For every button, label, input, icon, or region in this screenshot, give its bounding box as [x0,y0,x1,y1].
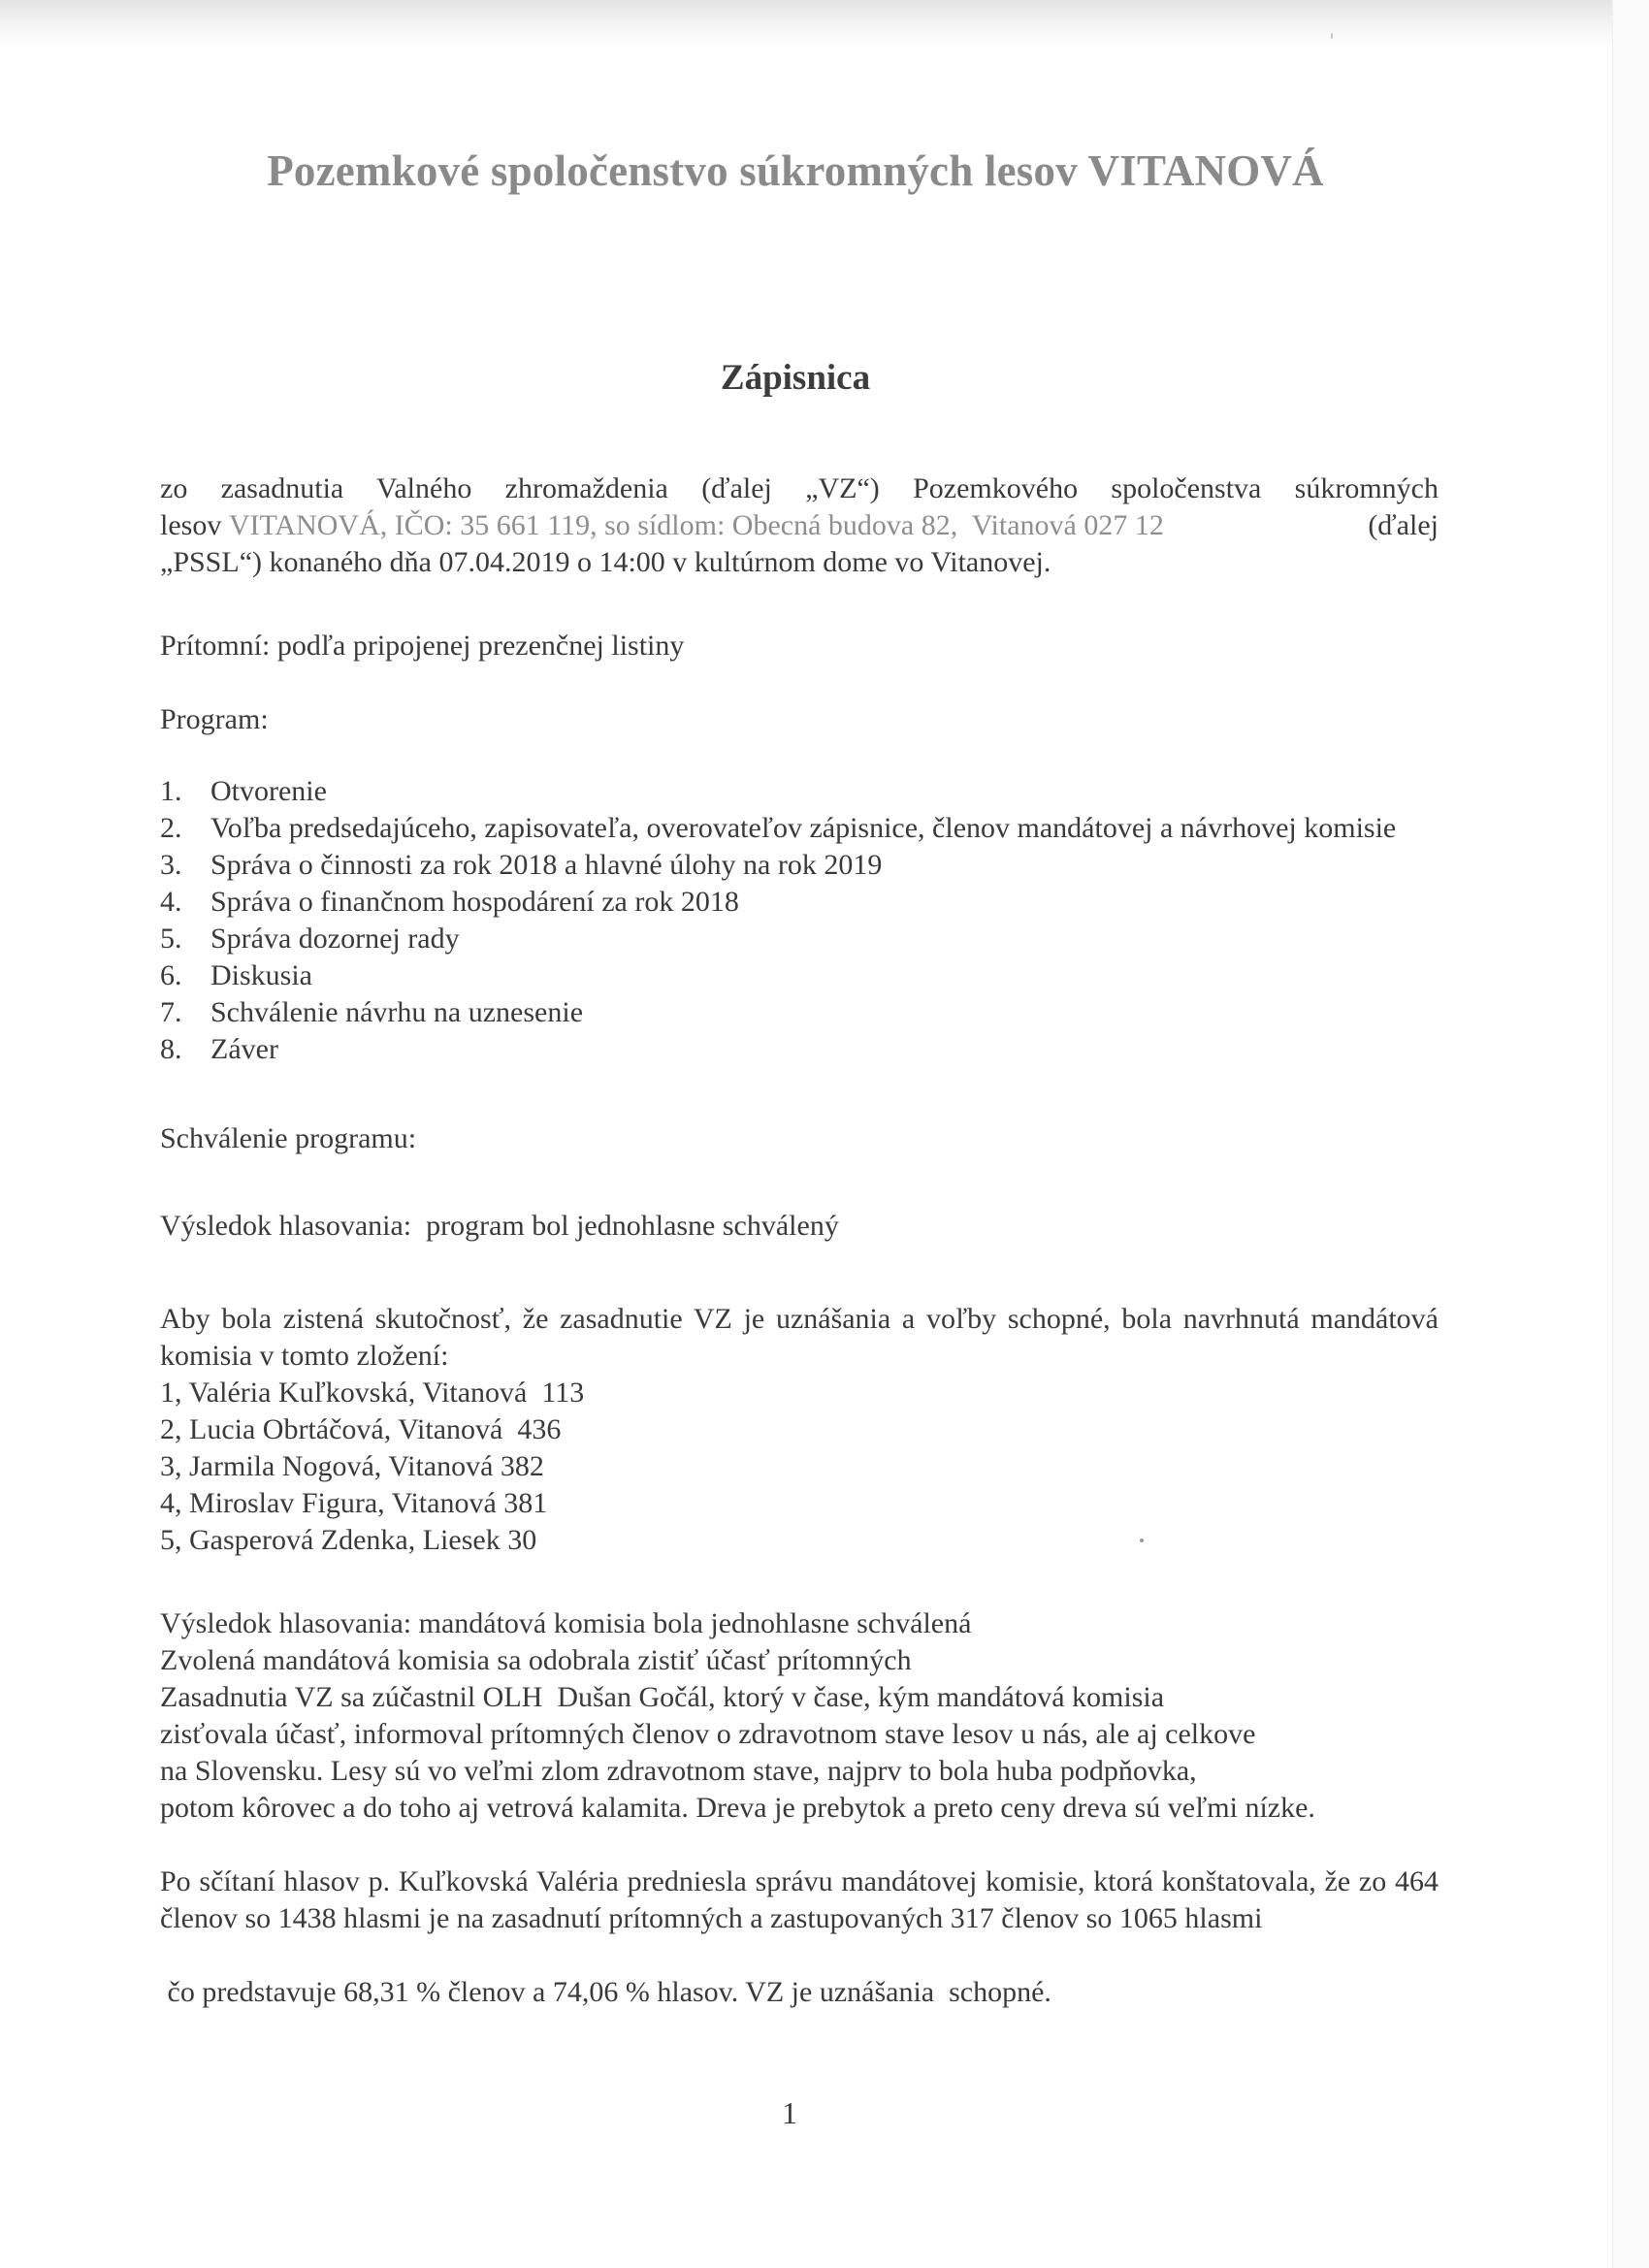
agenda-item-label: Otvorenie [210,775,327,807]
agenda-item-label: Správa o finančnom hospodárení za rok 2018 [210,886,739,918]
agenda-item-label: Správa dozornej rady [210,923,460,955]
mandate-task-line: Zvolená mandátová komisia sa odobrala zistiť účasť prítomných [160,1644,912,1676]
program-vote-result: Výsledok hlasovania: program bol jednohlasne schválený [160,1210,839,1242]
olh-line-1: Zasadnutia VZ sa zúčastnil OLH Dušan Gočál, ktorý v čase, kým mandátová komisia [160,1681,1165,1713]
agenda-list [160,773,1442,1068]
agenda-item-label: Diskusia [210,959,312,991]
intro-line-3: „PSSL“) konaného dňa 07.04.2019 o 14:00 v kultúrnom dome vo Vitanovej. [160,546,1051,578]
intro-registration-details: VITANOVÁ, IČO: 35 661 119, so sídlom: Obecná budova 82, Vitanová 027 12 [228,509,1164,541]
mandate-member: 1, Valéria Kuľkovská, Vitanová 113 [160,1377,585,1409]
agenda-item-number: 7. [160,996,182,1028]
agenda-item-number: 1. [160,775,182,807]
agenda-item-label: Záver [210,1033,278,1065]
intro-paragraph [160,470,1439,581]
scan-speck [1140,1539,1144,1542]
agenda-item-label: Voľba predsedajúceho, zapisovateľa, overovateľov zápisnice, členov mandátovej a návrhovej komisie [210,812,1397,844]
intro-line-2 [160,507,1439,544]
intro-line-1: zo zasadnutia Valného zhromaždenia (ďalej „VZ“) Pozemkového spoločenstva súkromných [160,472,1439,504]
document-title: Zápisnica [720,358,871,398]
olh-line-3: na Slovensku. Lesy sú vo veľmi zlom zdravotnom stave, najprv to bola huba podpňovka, [160,1755,1197,1787]
agenda-item-label: Schválenie návrhu na uznesenie [210,996,584,1028]
mandate-member: 2, Lucia Obrtáčová, Vitanová 436 [160,1413,562,1445]
agenda-item [160,921,1442,957]
mandate-member: 3, Jarmila Nogová, Vitanová 382 [160,1450,544,1482]
program-approval-label: Schválenie programu: [160,1122,417,1154]
agenda-item [160,847,1442,884]
agenda-item-number: 8. [160,1033,182,1065]
agenda-item [160,810,1442,847]
intro-line-2-prefix: lesov [160,509,229,541]
agenda-item [160,957,1442,994]
program-label: Program: [160,703,269,735]
mandate-members-list [160,1375,584,1559]
page-number: 1 [782,2095,797,2130]
agenda-item-number: 6. [160,959,182,991]
mandate-commission-intro: Aby bola zistená skutočnosť, že zasadnutie VZ je uznášania a voľby schopné, bola navrhnutá mandátová komisia v tomto zložení: [160,1303,1439,1372]
scan-top-shadow [0,0,1649,49]
olh-paragraph-tail: potom kôrovec a do toho aj vetrová kalamita. Dreva je prebytok a preto ceny dreva sú veľmi nízke. [160,1792,1315,1824]
olh-line-2: zisťovala účasť, informoval prítomných členov o zdravotnom stave lesov u nás, ale aj celkove [160,1718,1256,1750]
mandate-member: 4, Miroslav Figura, Vitanová 381 [160,1487,548,1519]
attendance-line: Prítomní: podľa pripojenej prezenčnej listiny [160,630,685,662]
agenda-item-number: 4. [160,886,182,918]
intro-line-2-suffix: (ďalej [1360,509,1439,541]
count-report-paragraph: Po sčítaní hlasov p. Kuľkovská Valéria predniesla správu mandátovej komisie, ktorá konštatovala, že zo 464 členov so 1438 hlasmi je na zasadnutí prítomných a zastupovaných 317 členov so 1065 hlasmi [160,1865,1439,1934]
agenda-item [160,994,1442,1031]
scan-speck [1331,33,1333,39]
agenda-item [160,773,1442,810]
agenda-item [160,884,1442,921]
mandate-vote-result: Výsledok hlasovania: mandátová komisia bola jednohlasne schválená [160,1607,972,1639]
agenda-item-number: 3. [160,849,182,881]
agenda-item [160,1031,1442,1068]
agenda-item-number: 2. [160,812,182,844]
quorum-statement: čo predstavuje 68,31 % členov a 74,06 % hlasov. VZ je uznášania schopné. [160,1976,1051,2008]
mandate-member: 5, Gasperová Zdenka, Liesek 30 [160,1524,537,1556]
organization-header: Pozemkové spoločenstvo súkromných lesov VITANOVÁ [267,146,1324,195]
agenda-item-label: Správa o činnosti za rok 2018 a hlavné úlohy na rok 2019 [210,849,883,881]
agenda-item-number: 5. [160,923,182,955]
scan-right-edge [1612,0,1649,2268]
